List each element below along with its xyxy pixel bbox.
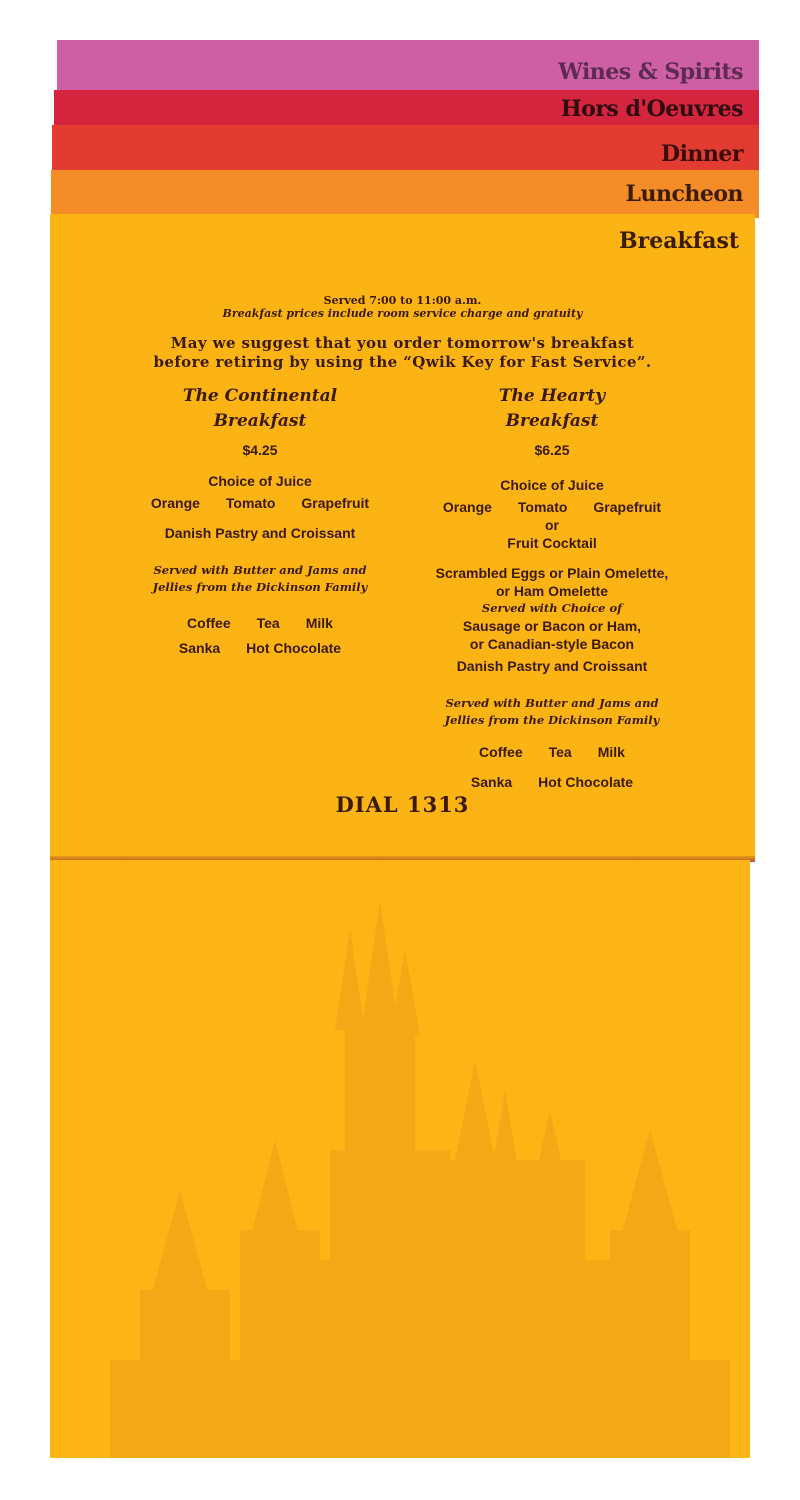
hearty-pastry: Danish Pastry and Croissant — [456, 658, 648, 674]
continental-drinks-row-2 — [130, 639, 390, 657]
drink-tea: Tea — [548, 744, 572, 760]
drink-coffee: Coffee — [479, 744, 523, 760]
tab-hors-label: Hors d'Oeuvres — [560, 96, 743, 122]
served-hours: Served 7:00 to 11:00 a.m. — [323, 294, 482, 307]
continental-pastry: Danish Pastry and Croissant — [164, 525, 356, 541]
hearty-drinks-row-2 — [422, 773, 682, 791]
suggestion-line-1: May we suggest that you order tomorrow's breakfast — [170, 334, 635, 352]
prices-note: Breakfast prices include room service charge and gratuity — [222, 307, 583, 320]
juice-tomato: Tomato — [517, 499, 568, 515]
cover-panel — [50, 860, 750, 1458]
tab-wines-label: Wines & Spirits — [558, 59, 743, 85]
continental-title-2: Breakfast — [213, 411, 307, 431]
hearty-eggs-2: or Ham Omelette — [495, 583, 609, 599]
continental-title-1: The Continental — [182, 386, 338, 406]
continental-note-1: Served with Butter and Jams and — [153, 563, 367, 577]
castle-silhouette-icon — [50, 860, 750, 1458]
hearty-title-1: The Hearty — [498, 386, 606, 406]
hearty-juice-heading: Choice of Juice — [500, 477, 604, 493]
juice-grapefruit: Grapefruit — [301, 495, 370, 511]
hearty-title-2: Breakfast — [505, 411, 599, 431]
drink-tea: Tea — [256, 615, 280, 631]
juice-orange: Orange — [442, 499, 492, 515]
drink-hot-chocolate: Hot Chocolate — [538, 774, 634, 790]
tab-luncheon[interactable] — [51, 170, 759, 218]
hearty-note-2: Jellies from the Dickinson Family — [444, 713, 660, 727]
drink-hot-chocolate: Hot Chocolate — [246, 640, 342, 656]
juice-tomato: Tomato — [225, 495, 276, 511]
suggestion-line-2: before retiring by using the “Qwik Key for Fast Service”. — [153, 353, 652, 371]
tab-hors-doeuvres[interactable] — [54, 90, 759, 128]
continental-juice-options — [130, 494, 390, 512]
drink-coffee: Coffee — [187, 615, 231, 631]
hearty-meat-2: or Canadian-style Bacon — [469, 636, 635, 652]
continental-note-2: Jellies from the Dickinson Family — [152, 580, 368, 594]
drink-sanka: Sanka — [470, 774, 513, 790]
hearty-price: $6.25 — [534, 442, 570, 458]
hearty-juice-options — [422, 498, 682, 516]
hearty-meat-1: Sausage or Bacon or Ham, — [462, 618, 642, 634]
hearty-served-choice: Served with Choice of — [481, 601, 623, 615]
tab-dinner[interactable] — [52, 125, 759, 175]
hearty-note-1: Served with Butter and Jams and — [445, 696, 659, 710]
tab-breakfast-label: Breakfast — [619, 228, 739, 254]
hearty-eggs-1: Scrambled Eggs or Plain Omelette, — [435, 565, 669, 581]
continental-breakfast-section — [130, 384, 390, 657]
juice-grapefruit: Grapefruit — [593, 499, 662, 515]
tab-dinner-label: Dinner — [660, 141, 743, 167]
drink-milk: Milk — [305, 615, 333, 631]
dial-number: DIAL 1313 — [335, 792, 470, 817]
tab-wines-spirits[interactable] — [57, 40, 759, 92]
drink-milk: Milk — [597, 744, 625, 760]
continental-juice-heading: Choice of Juice — [208, 473, 312, 489]
hearty-or: or — [545, 517, 559, 533]
hearty-drinks-row-1 — [422, 743, 682, 761]
tab-luncheon-label: Luncheon — [625, 181, 743, 207]
hearty-breakfast-section — [422, 384, 682, 791]
hearty-fruit-cocktail: Fruit Cocktail — [507, 535, 597, 551]
continental-price: $4.25 — [242, 442, 278, 458]
continental-drinks-row-1 — [130, 614, 390, 632]
breakfast-panel — [50, 214, 755, 859]
drink-sanka: Sanka — [178, 640, 221, 656]
juice-orange: Orange — [150, 495, 200, 511]
